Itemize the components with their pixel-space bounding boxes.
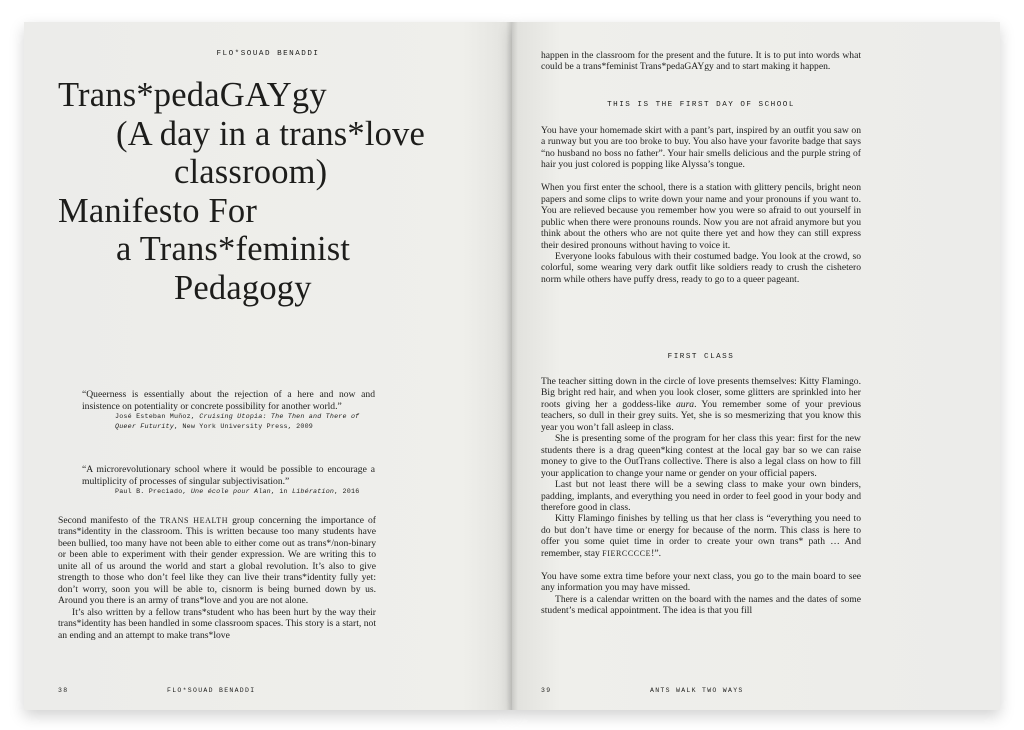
title-line: a Trans*feminist (116, 230, 351, 268)
text-run: group concerning the importance of trans*identity in the classroom. This is written because too many students have been bullied, too many have not been able to either come out as trans*/non-binary or been able to experiment with their gender expression. We are writing this to unite all of us around the world and start a global revolution. It’s also to give strength to those who don’t feel like they can live their trans*identity fully yet: don’t worry, soon you will be able to, cisnorm is being burned down by us. Around you there is an army of trans*love and you are not alone. (58, 515, 376, 607)
quote-publication: Libération (291, 488, 335, 497)
body-paragraph: Last but not least there will be a sewing class to make your own binders, padding, implants, and everything you need in order to feel good in your body and therefore good in class. (541, 479, 861, 513)
quote-connector: , in (270, 488, 292, 497)
book-gutter (506, 22, 518, 710)
section-one-text (541, 125, 861, 285)
quote-text: “A microrevolutionary school where it would be possible to encourage a multiplicity of processes of singular subjectivisation.” (82, 464, 375, 487)
quote-publisher: , New York University Press, 2009 (173, 423, 314, 432)
title-line: Manifesto For (58, 191, 258, 230)
title-line: Trans*pedaGAYgy (58, 76, 327, 114)
page-number: 38 (58, 687, 69, 694)
epigraph-quote (82, 389, 375, 432)
body-paragraph (58, 515, 376, 607)
section-two-text (541, 376, 861, 617)
body-paragraph (541, 376, 861, 433)
quote-year: , 2016 (334, 488, 360, 497)
small-caps-run: FIERCCCCE (602, 548, 652, 558)
quote-author: José Esteban Muñoz, (115, 413, 200, 422)
title-line: Pedagogy (174, 268, 312, 307)
body-paragraph: When you first enter the school, there is a station with glittery pencils, bright neon papers and some clips to write down your name and your pronouns if you want to. You are relieved because you remember how you were so afraid to out yourself in public when there were pronouns rounds. Now you are not afraid anymore but you think about the others who are not quite there yet and how they can still express their desired pronouns without having to voice it. (541, 182, 861, 251)
text-run: !”. (651, 547, 661, 559)
body-paragraph: Everyone looks fabulous with their costumed badge. You look at the crowd, so colorful, some wearing very dark outfit like soldiers ready to crush the cishetero norm while others have puffy dress, ready to go to a queer pageant. (541, 250, 861, 285)
continuation-text (541, 50, 861, 73)
section-heading: FIRST CLASS (667, 353, 735, 361)
text-run: Second manifesto of the (58, 515, 160, 526)
quote-work-title: Cruising Utopia: The Then and There of Queer Futurity (115, 413, 360, 432)
running-head: FLO*SOUAD BENADDI (216, 50, 320, 58)
body-paragraph: It’s also written by a fellow trans*student who has been hurt by the way their trans*identity has been handled in some classroom spaces. This story is a start, not an ending and an attempt to make trans*love (58, 606, 376, 641)
text-run: The teacher sitting down in the circle of love presents themselves: Kitty Flamingo. Big bright red hair, and when you look closer, some glitters are sprinkled into her roots giving her a goddess-like (541, 376, 861, 410)
quote-source (82, 487, 375, 497)
quote-text: “Queerness is essentially about the rejection of a here and now and insistence on potentiality or concrete possibility for another world.” (82, 389, 375, 412)
folio-title: ANTS WALK TWO WAYS (650, 687, 744, 694)
left-body-text (58, 515, 376, 641)
body-paragraph: You have your homemade skirt with a pant’s part, inspired by an outfit you saw on a runway but you are too broke to buy. You also have your favorite badge that says “no husband no boss no father”. Your hair smells delicious and the purple string of hair you just colored is popping like Alyssa’s tongue. (541, 125, 861, 171)
folio-author: FLO*SOUAD BENADDI (167, 687, 256, 694)
body-paragraph: happen in the classroom for the present and the future. It is to put into words what could be a trans*feminist Trans*pedaGAYgy and to start making it happen. (541, 50, 861, 73)
epigraph-quote (82, 464, 375, 497)
body-paragraph: There is a calendar written on the board with the names and the dates of some student’s medical appointment. The idea is that you fill (541, 593, 861, 617)
quote-source (82, 412, 375, 432)
italic-run: aura (675, 398, 695, 410)
quote-author: Paul B. Preciado, (115, 488, 191, 497)
text-run: Kitty Flamingo finishes by telling us that her class is “everything you need to do but don’t have time or energy for because of the norm. This class is here to offer you some quiet time in order to create your own trans* path … And remember, stay (541, 513, 861, 559)
title-line: classroom) (174, 153, 328, 191)
body-paragraph: She is presenting some of the program for her class this year: first for the new students there is a drag queen*king contest at the local gay bar so we can raise money to give to the OutTrans collective. There is also a legal class on how to fill your application to change your name or gender on your official papers. (541, 433, 861, 479)
title-line: (A day in a trans*love (116, 114, 426, 153)
section-heading: THIS IS THE FIRST DAY OF SCHOOL (607, 101, 795, 109)
text-run: . You remember some of your previous teachers, so dull in their grey suits. Yet, she is so mesmerizing that you know this year you won’t fall asleep in class. (541, 398, 861, 433)
body-paragraph: You have some extra time before your next class, you go to the main board to see any information you may have missed. (541, 570, 861, 594)
body-paragraph (541, 513, 861, 559)
small-caps-run: TRANS HEALTH (159, 516, 229, 525)
quote-work-title: Une école pour Alan (190, 488, 271, 497)
article-title (58, 76, 498, 307)
page-number: 39 (541, 687, 552, 694)
